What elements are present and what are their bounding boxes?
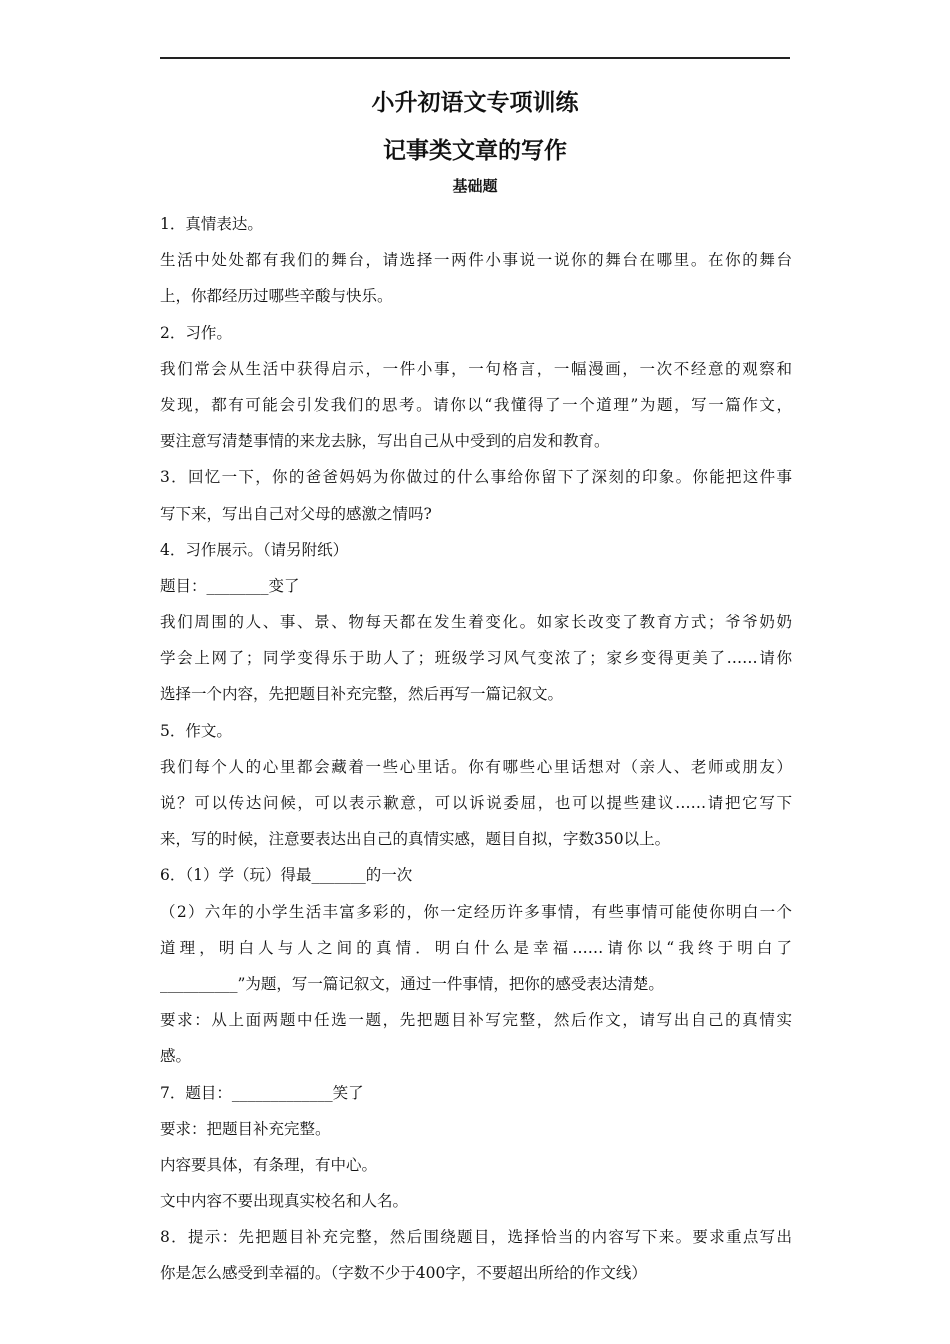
question-1-text: 上，你都经历过哪些辛酸与快乐。 [160,287,393,306]
question-4-heading: 4．习作展示。（请另附纸） [160,540,349,559]
document-title: 小升初语文专项训练 [371,89,579,116]
question-2-text: 发现，都有可能会引发我们的思考。请你以“我懂得了一个道理”为题，写一篇作文， [160,395,792,414]
question-2-text: 我们常会从生活中获得启示，一件小事，一句格言，一幅漫画，一次不经意的观察和 [160,359,792,378]
question-6-option-2: （2）六年的小学生活丰富多彩的，你一定经历许多事情，有些事情可能使你明白一个 [160,902,792,921]
question-4-text: 选择一个内容，先把题目补充完整，然后再写一篇记叙文。 [160,685,564,704]
question-1-heading: 1．真情表达。 [160,215,263,233]
question-8-text: 8．提示：先把题目补充完整，然后围绕题目，选择恰当的内容写下来。要求重点写出 [160,1228,792,1247]
question-6-option-1: 6．（1）学（玩）得最_______的一次 [160,866,413,885]
question-7-topic: 7．题目：_____________笑了 [160,1083,364,1102]
question-6-option-2: __________”为题，写一篇记叙文，通过一件事情，把你的感受表达清楚。 [160,974,664,993]
question-5-text: 来，写的时候，注意要表达出自己的真情实感，题目自拟，字数350以上。 [160,830,671,849]
question-2-text: 要注意写清楚事情的来龙去脉，写出自己从中受到的启发和教育。 [160,432,610,451]
question-7-requirement: 内容要具体，有条理，有中心。 [160,1155,378,1174]
question-4-text: 我们周围的人、事、景、物每天都在发生着变化。如家长改变了教育方式；爷爷奶奶 [160,613,792,632]
question-6-requirement: 要求：从上面两题中任选一题，先把题目补写完整，然后作文，请写出自己的真情实 [160,1011,792,1030]
question-5-text: 我们每个人的心里都会藏着一些心里话。你有哪些心里话想对（亲人、老师或朋友） [160,757,792,776]
header-rule [160,57,790,59]
question-5-text: 说？可以传达问候，可以表示歉意，可以诉说委屈，也可以提些建议……请把它写下 [160,794,792,812]
question-1-text: 生活中处处都有我们的舞台，请选择一两件小事说一说你的舞台在哪里。在你的舞台 [160,251,792,270]
question-7-requirement: 文中内容不要出现真实校名和人名。 [160,1192,409,1211]
question-6-option-2: 道理，明白人与人之间的真情．明白什么是幸福……请你以“我终于明白了 [160,938,792,957]
section-heading: 基础题 [452,177,498,195]
question-4-text: 学会上网了；同学变得乐于助人了；班级学习风气变浓了；家乡变得更美了……请你 [160,649,792,668]
question-4-topic: 题目：________变了 [160,576,300,595]
document-body [160,206,792,1292]
question-6-requirement: 感。 [160,1047,192,1066]
question-2-heading: 2．习作。 [160,323,232,342]
question-7-requirement: 要求：把题目补充完整。 [160,1119,331,1138]
question-3-text: 3．回忆一下，你的爸爸妈妈为你做过的什么事给你留下了深刻的印象。你能把这件事 [160,468,792,487]
question-5-heading: 5．作文。 [160,721,232,740]
question-3-text: 写下来，写出自己对父母的感激之情吗? [160,504,432,523]
document-subtitle: 记事类文章的写作 [383,137,567,164]
question-8-text: 你是怎么感受到幸福的。（字数不少于400字，不要超出所给的作文线） [160,1264,647,1283]
